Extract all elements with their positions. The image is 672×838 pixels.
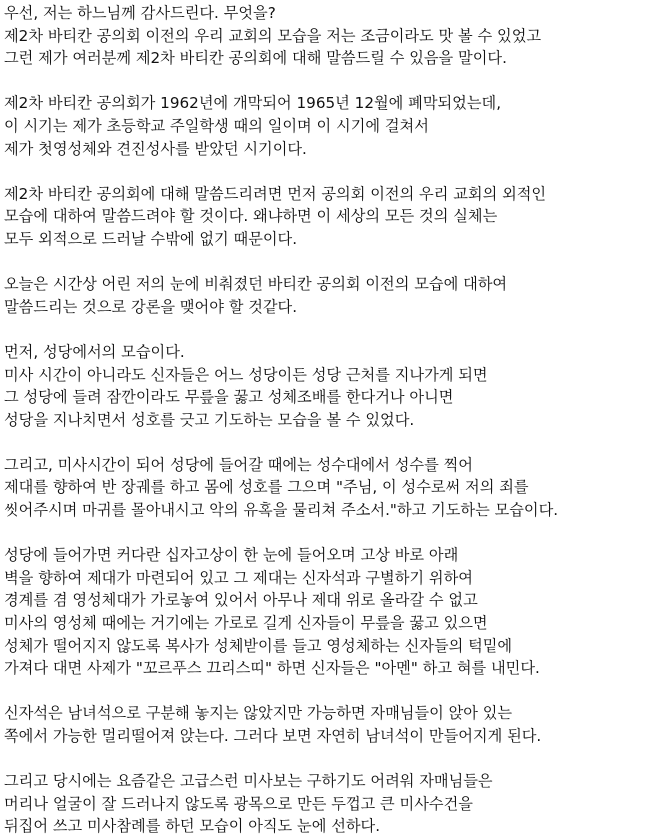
text-line: 제2차 바티칸 공의회 이전의 우리 교회의 모습을 저는 조금이라도 맛 볼 수 있었고 — [4, 26, 542, 45]
text-line: 신자석은 남녀석으로 구분해 놓지는 않았지만 가능하면 자매님들이 앉아 있는 — [4, 704, 513, 723]
paragraph — [4, 702, 668, 747]
paragraph — [4, 341, 668, 431]
text-line: 우선, 저는 하느님께 감사드린다. 무엇을? — [4, 4, 276, 22]
text-line: 성체가 떨어지지 않도록 복사가 성체받이를 들고 영성체하는 신자들의 턱밑에 — [4, 636, 513, 655]
document-body — [4, 2, 668, 838]
paragraph — [4, 454, 668, 522]
paragraph — [4, 770, 668, 838]
text-line: 성당을 지나치면서 성호를 긋고 기도하는 모습을 볼 수 있었다. — [4, 410, 415, 429]
text-line: 가져다 대면 사제가 "꼬르푸스 끄리스띠" 하면 신자들은 "아멘" 하고 혀를 내민다. — [4, 659, 540, 678]
paragraph — [4, 273, 668, 318]
text-line: 말씀드리는 것으로 강론을 맺어야 할 것같다. — [4, 297, 298, 316]
text-line: 그 성당에 들려 잠깐이라도 무릎을 꿇고 성체조배를 한다거나 아니면 — [4, 388, 454, 407]
paragraph — [4, 183, 668, 251]
text-line: 쪽에서 가능한 멀리떨어져 앉는다. 그러다 보면 자연히 남녀석이 만들어지게 된다. — [4, 727, 542, 745]
text-line: 머리나 얼굴이 잘 드러나지 않도록 광목으로 만든 두껍고 큰 미사수건을 — [4, 794, 473, 813]
text-line: 그런 제가 여러분께 제2차 바티칸 공의회에 대해 말씀드릴 수 있음을 말이다. — [4, 49, 507, 68]
text-line: 씻어주시며 마귀를 몰아내시고 악의 유혹을 물리쳐 주소서."하고 기도하는 모습이다. — [4, 501, 559, 520]
text-line: 벽을 향하여 제대가 마련되어 있고 그 제대는 신자석과 구별하기 위하여 — [4, 568, 473, 587]
paragraph — [4, 544, 668, 680]
text-line: 먼저, 성당에서의 모습이다. — [4, 342, 185, 361]
text-line: 이 시기는 제가 초등학교 주일학생 때의 일이며 이 시기에 걸쳐서 — [4, 116, 429, 135]
text-line: 오늘은 시간상 어린 저의 눈에 비춰졌던 바티칸 공의회 이전의 모습에 대하여 — [4, 275, 508, 294]
paragraph — [4, 2, 668, 70]
text-line: 미사의 영성체 때에는 거기에는 가로로 길게 신자들이 무릎을 꿇고 있으면 — [4, 614, 488, 633]
text-line: 모두 외적으로 드러날 수밖에 없기 때문이다. — [4, 229, 298, 248]
text-line: 제대를 향하여 반 장궤를 하고 몸에 성호를 그으며 "주님, 이 성수로써 저의 죄를 — [4, 478, 529, 497]
text-line: 경계를 겸 영성체대가 가로놓여 있어서 아무나 제대 위로 올라갈 수 없고 — [4, 591, 478, 610]
text-line: 제2차 바티칸 공의회가 1962년에 개막되어 1965년 12월에 폐막되었는데, — [4, 94, 502, 113]
text-line: 성당에 들어가면 커다란 십자고상이 한 눈에 들어오며 고상 바로 아래 — [4, 546, 459, 565]
text-line: 제2차 바티칸 공의회에 대해 말씀드리려면 먼저 공의회 이전의 우리 교회의 외적인 — [4, 184, 547, 203]
text-line: 미사 시간이 아니라도 신자들은 어느 성당이든 성당 근처를 지나가게 되면 — [4, 365, 488, 384]
text-line: 모습에 대하여 말씀드려야 할 것이다. 왜냐하면 이 세상의 모든 것의 실체는 — [4, 207, 498, 226]
paragraph — [4, 92, 668, 160]
text-line: 뒤집어 쓰고 미사참례를 하던 모습이 아직도 눈에 선하다. — [4, 817, 381, 836]
text-line: 그리고 당시에는 요즘같은 고급스런 미사보는 구하기도 어려워 자매님들은 — [4, 772, 493, 791]
text-line: 그리고, 미사시간이 되어 성당에 들어갈 때에는 성수대에서 성수를 찍어 — [4, 455, 473, 474]
text-line: 제가 첫영성체와 견진성사를 받았던 시기이다. — [4, 139, 307, 158]
